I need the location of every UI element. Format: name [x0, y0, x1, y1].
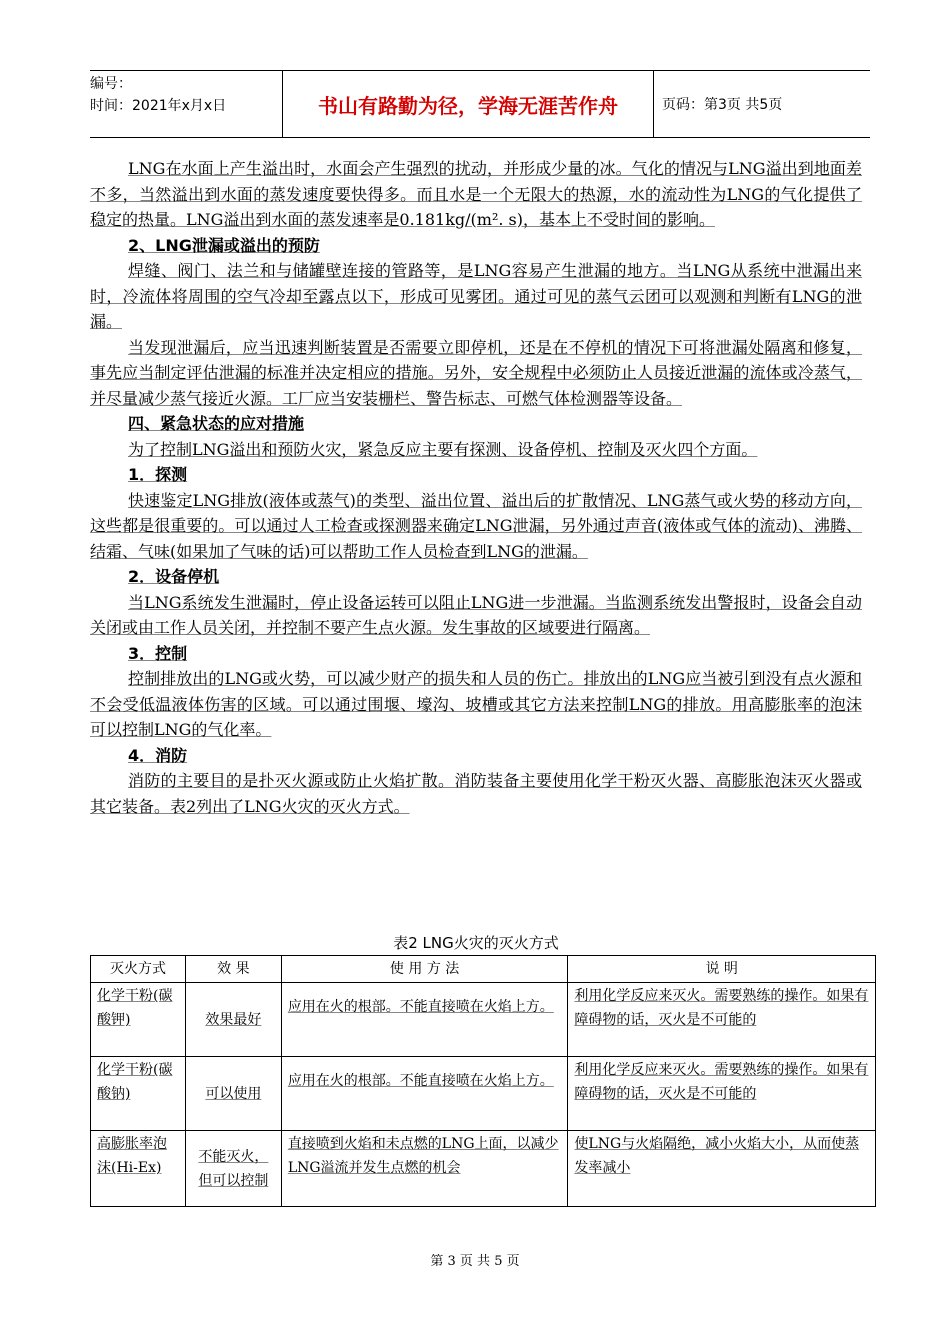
section-heading: 4．消防 — [128, 745, 188, 765]
table-row — [91, 983, 876, 1057]
extinguishing-table — [90, 955, 876, 1207]
paragraph: 快速鉴定LNG排放(液体或蒸气)的类型、溢出位置、溢出后的扩散情况、LNG蒸气或火势的移动方向，这些都是很重要的。可以通过人工检查或探测器来确定LNG泄漏，另外通过声音(液体或气体的流动)、沸腾、结霜、气味(如果加了气味的话)可以帮助工作人员检查到LNG的泄漏。 — [90, 490, 862, 561]
table-cell: 利用化学反应来灭火。需要熟练的操作。如果有障碍物的话，灭火是不可能的 — [568, 1057, 876, 1131]
section-heading: 2、LNG泄漏或溢出的预防 — [128, 235, 320, 255]
table-cell: 不能灭火，但可以控制 — [185, 1131, 281, 1207]
paragraph: 当LNG系统发生泄漏时，停止设备运转可以阻止LNG进一步泄漏。当监测系统发出警报时，设备会自动关闭或由工作人员关闭，并控制不要产生点火源。发生事故的区域要进行隔离。 — [90, 592, 862, 637]
table-cell: 效果最好 — [185, 983, 281, 1057]
table-cell: 化学干粉(碳酸钠) — [91, 1057, 186, 1131]
doc-date: 时间：2021年x月x日 — [90, 98, 227, 114]
table-cell: 应用在火的根部。不能直接喷在火焰上方。 — [281, 983, 568, 1057]
page-header — [90, 70, 870, 138]
table-cell: 可以使用 — [185, 1057, 281, 1131]
header-meta — [90, 71, 282, 137]
page-footer: 第 3 页 共 5 页 — [430, 1254, 520, 1269]
paragraph: 焊缝、阀门、法兰和与储罐壁连接的管路等，是LNG容易产生泄漏的地方。当LNG从系统中泄漏出来时，冷流体将周围的空气冷却至露点以下，形成可见雾团。通过可见的蒸气云团可以观测和判断有LNG的泄漏。 — [90, 261, 862, 331]
header-motto: 书山有路勤为径，学海无涯苦作舟 — [282, 71, 654, 137]
table-caption: 表2 LNG火灾的灭火方式 — [393, 934, 559, 952]
column-header: 使 用 方 法 — [281, 956, 568, 983]
paragraph: 控制排放出的LNG或火势，可以减少财产的损失和人员的伤亡。排放出的LNG应当被引到没有点火源和不会受低温液体伤害的区域。可以通过围堰、壕沟、坡槽或其它方法来控制LNG的排放。用高膨胀率的泡沫可以控制LNG的气化率。 — [90, 669, 862, 739]
table-cell: 高膨胀率泡沫(Hi-Ex) — [91, 1131, 186, 1207]
header-page-number: 页码：第3页 共5页 — [662, 97, 783, 113]
table-cell: 直接喷到火焰和未点燃的LNG上面，以减少LNG溢流并发生点燃的机会 — [281, 1131, 568, 1207]
table-row — [91, 1057, 876, 1131]
paragraph: LNG在水面上产生溢出时，水面会产生强烈的扰动，并形成少量的冰。气化的情况与LNG溢出到地面差不多，当然溢出到水面的蒸发速度要快得多。而且水是一个无限大的热源，水的流动性为LNG的气化提供了稳定的热量。LNG溢出到水面的蒸发速率是0.181kg/(m². s)，基本上不受时间的影响。 — [90, 159, 862, 229]
section-heading: 1．探测 — [128, 465, 188, 484]
section-heading: 3．控制 — [128, 643, 188, 663]
document-body — [90, 156, 862, 819]
table-cell: 应用在火的根部。不能直接喷在火焰上方。 — [281, 1057, 568, 1131]
column-header: 灭火方式 — [91, 956, 186, 983]
table-header-row — [91, 956, 876, 983]
column-header: 说 明 — [568, 956, 876, 983]
table-cell: 使LNG与火焰隔绝，减小火焰大小，从而使蒸发率减小 — [568, 1131, 876, 1207]
section-heading: 2．设备停机 — [128, 567, 220, 586]
table-cell: 化学干粉(碳酸钾) — [91, 983, 186, 1057]
doc-number: 编号： — [90, 76, 132, 92]
table-row — [91, 1131, 876, 1207]
paragraph: 消防的主要目的是扑灭火源或防止火焰扩散。消防装备主要使用化学干粉灭火器、高膨胀泡沫灭火器或其它装备。表2列出了LNG火灾的灭火方式。 — [90, 771, 862, 816]
paragraph: 为了控制LNG溢出和预防火灾，紧急反应主要有探测、设备停机、控制及灭火四个方面。 — [128, 439, 758, 459]
section-heading: 四、紧急状态的应对措施 — [128, 414, 305, 433]
table-cell: 利用化学反应来灭火。需要熟练的操作。如果有障碍物的话，灭火是不可能的 — [568, 983, 876, 1057]
paragraph: 当发现泄漏后，应当迅速判断装置是否需要立即停机，还是在不停机的情况下可将泄漏处隔离和修复，事先应当制定评估泄漏的标准并决定相应的措施。另外，安全规程中必须防止人员接近泄漏的流体或冷蒸气，并尽量减少蒸气接近火源。工厂应当安装栅栏、警告标志、可燃气体检测器等设备。 — [90, 337, 862, 408]
column-header: 效 果 — [185, 956, 281, 983]
